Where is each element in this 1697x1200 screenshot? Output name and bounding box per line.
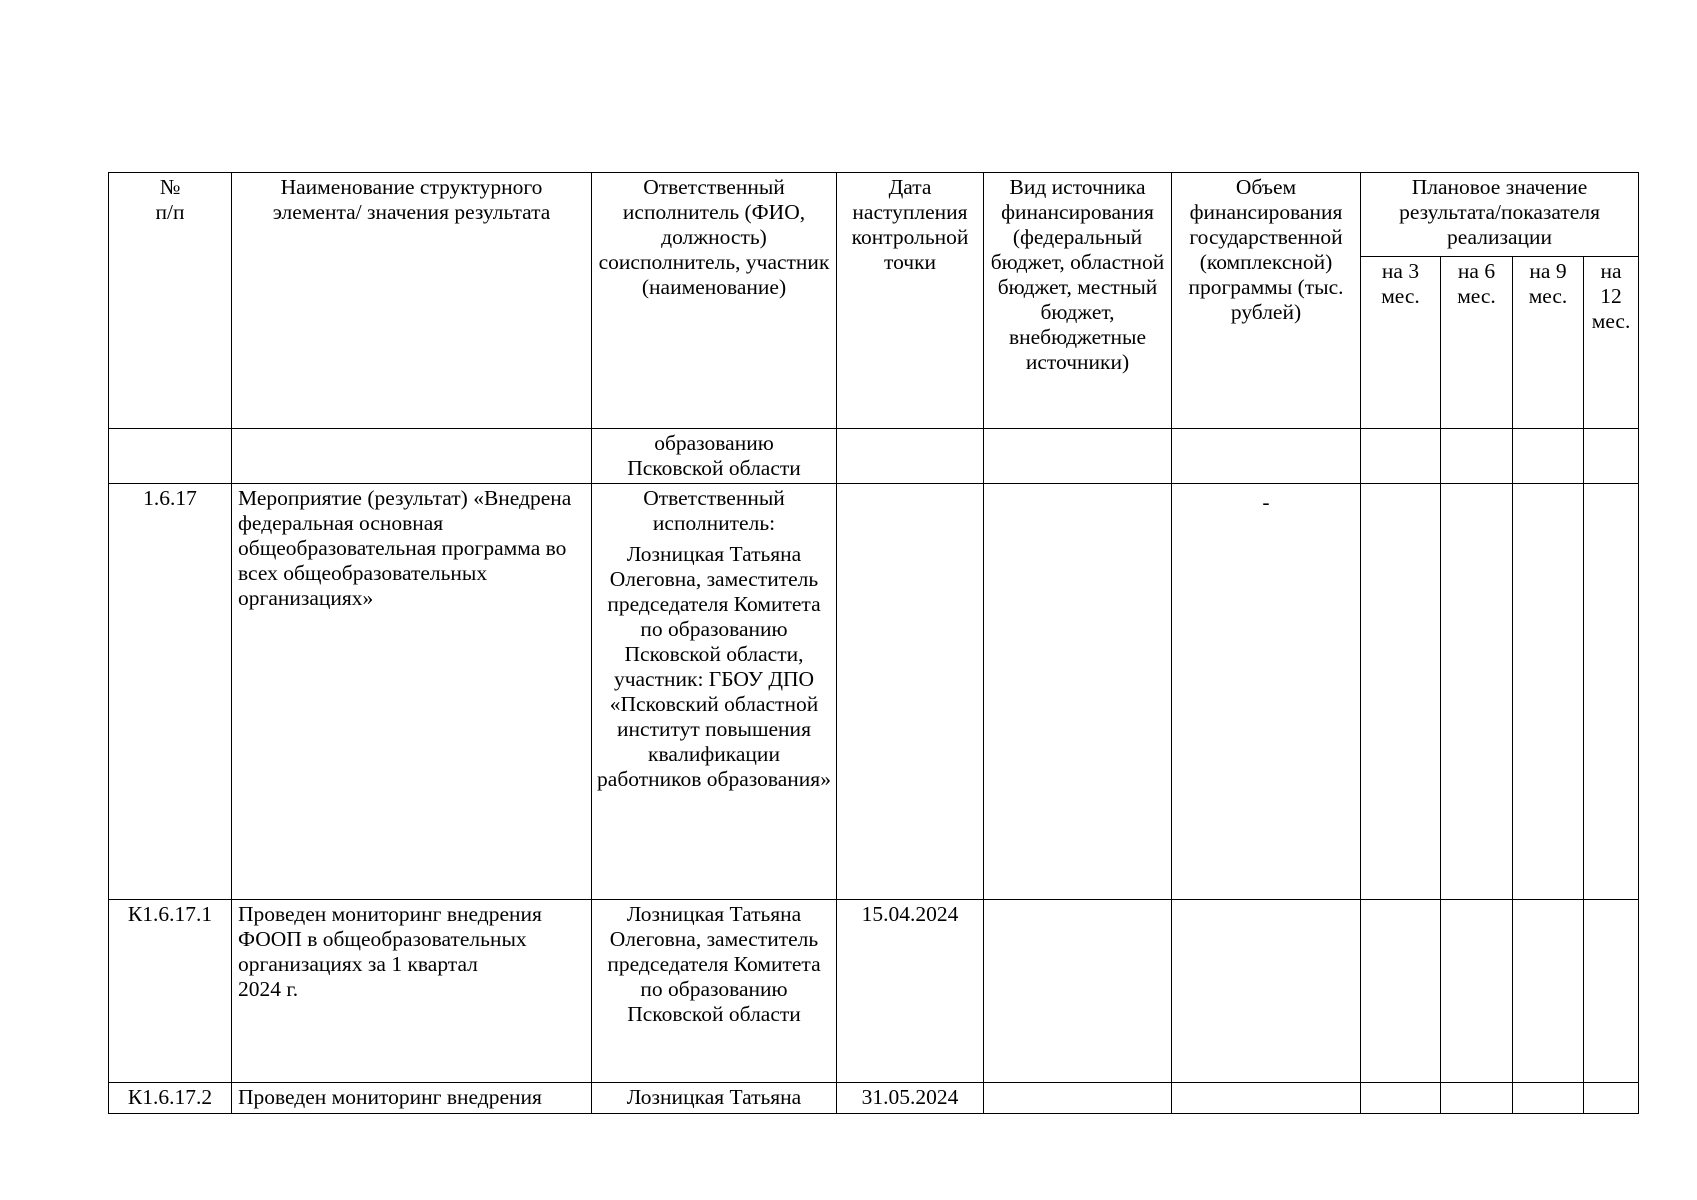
plan-table — [108, 172, 1639, 1114]
table-row — [109, 900, 1639, 1083]
cell-m3 — [1361, 900, 1441, 1083]
cell-date: 31.05.2024 — [837, 1083, 984, 1114]
header-volume: Объем финансирования государственной (комплексной) программы (тыс. рублей) — [1172, 173, 1361, 429]
cell-name — [232, 429, 592, 484]
cell-source — [984, 900, 1172, 1083]
cell-m12 — [1584, 484, 1639, 900]
cell-m12 — [1584, 900, 1639, 1083]
cell-m6 — [1441, 484, 1513, 900]
cell-date — [837, 429, 984, 484]
header-m6: на 6 мес. — [1441, 257, 1513, 429]
cell-m9 — [1513, 484, 1584, 900]
cell-num: 1.6.17 — [109, 484, 232, 900]
cell-num: К1.6.17.1 — [109, 900, 232, 1083]
cell-volume — [1172, 1083, 1361, 1114]
cell-m9 — [1513, 900, 1584, 1083]
header-source: Вид источника финансирования (федеральный бюджет, областной бюджет, местный бюджет, внебюджетные источники) — [984, 173, 1172, 429]
header-m12: на 12 мес. — [1584, 257, 1639, 429]
cell-responsible: образованию Псковской области — [592, 429, 837, 484]
header-responsible: Ответственный исполнитель (ФИО, должность) соисполнитель, участник (наименование) — [592, 173, 837, 429]
cell-name: Проведен мониторинг внедрения — [232, 1083, 592, 1114]
cell-date: 15.04.2024 — [837, 900, 984, 1083]
cell-m6 — [1441, 1083, 1513, 1114]
cell-source — [984, 429, 1172, 484]
cell-volume — [1172, 429, 1361, 484]
cell-m3 — [1361, 1083, 1441, 1114]
cell-num: К1.6.17.2 — [109, 1083, 232, 1114]
cell-m6 — [1441, 429, 1513, 484]
table-row — [109, 429, 1639, 484]
table-row — [109, 1083, 1639, 1114]
header-num: № п/п — [109, 173, 232, 429]
header-m9: на 9 мес. — [1513, 257, 1584, 429]
cell-source — [984, 484, 1172, 900]
header-name: Наименование структурного элемента/ значения результата — [232, 173, 592, 429]
cell-m6 — [1441, 900, 1513, 1083]
cell-m12 — [1584, 1083, 1639, 1114]
cell-date — [837, 484, 984, 900]
cell-volume — [1172, 900, 1361, 1083]
cell-num — [109, 429, 232, 484]
cell-responsible: Ответственный исполнитель: Лозницкая Татьяна Олеговна, заместитель председателя Комитета по образованию Псковской области, участник: ГБОУ ДПО «Псковский областной институт повышения квалификации работников образования» — [592, 484, 837, 900]
cell-name: Проведен мониторинг внедрения ФООП в общеобразовательных организациях за 1 квартал 2024 г. — [232, 900, 592, 1083]
header-date: Дата наступления контрольной точки — [837, 173, 984, 429]
cell-responsible: Лозницкая Татьяна — [592, 1083, 837, 1114]
cell-m3 — [1361, 429, 1441, 484]
cell-m9 — [1513, 1083, 1584, 1114]
header-row — [109, 173, 1639, 257]
cell-responsible: Лозницкая Татьяна Олеговна, заместитель председателя Комитета по образованию Псковской области — [592, 900, 837, 1083]
cell-source — [984, 1083, 1172, 1114]
header-planned: Плановое значение результата/показателя реализации — [1361, 173, 1639, 257]
cell-m3 — [1361, 484, 1441, 900]
header-m3: на 3 мес. — [1361, 257, 1441, 429]
table-row — [109, 484, 1639, 900]
cell-m12 — [1584, 429, 1639, 484]
cell-name: Мероприятие (результат) «Внедрена федеральная основная общеобразовательная программа во всех общеобразовательных организациях» — [232, 484, 592, 900]
cell-volume: - — [1172, 484, 1361, 900]
cell-m9 — [1513, 429, 1584, 484]
